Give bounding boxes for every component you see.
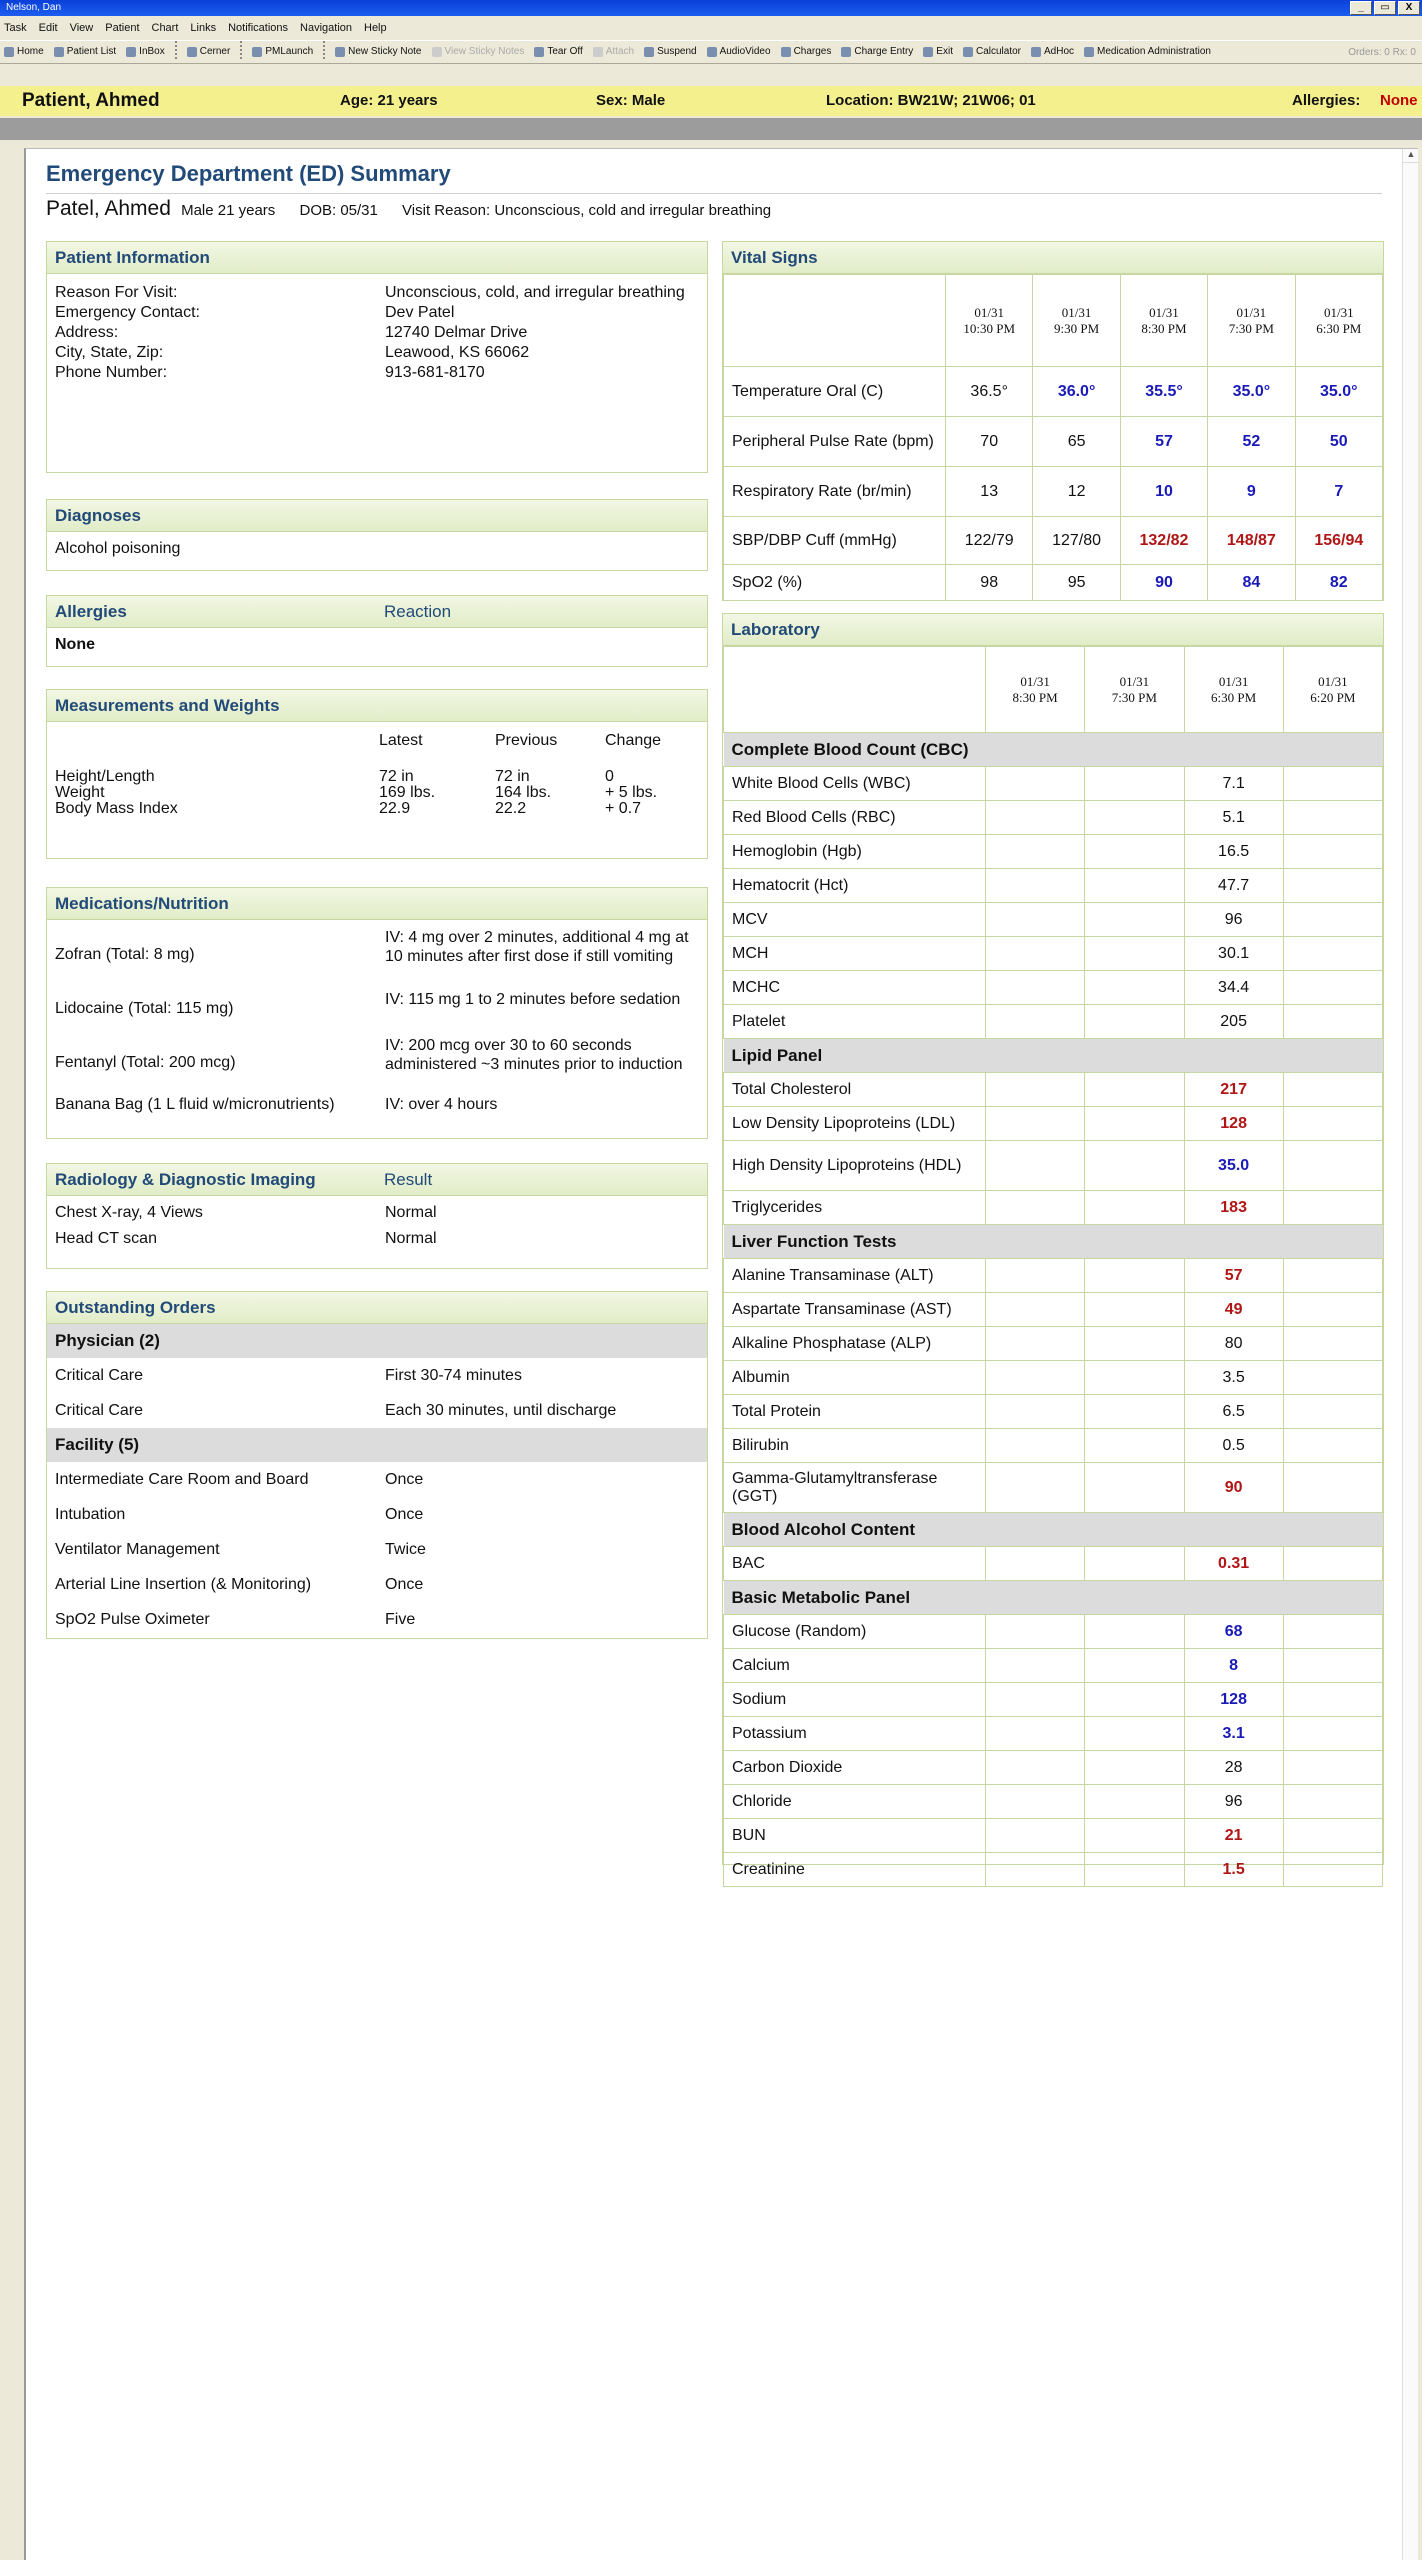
medication-row: Fentanyl (Total: 200 mcg) IV: 200 mcg over 30 to 60 seconds administered ~3 minutes prior to induction	[55, 1037, 683, 1073]
menu-bar	[0, 18, 1422, 38]
lab-result-row: Hemoglobin (Hgb) 16.5	[724, 835, 1383, 869]
calculator-icon	[963, 47, 973, 57]
patient-summary-line	[46, 197, 771, 221]
minimize-button[interactable]: _	[1350, 1, 1372, 15]
section-heading	[47, 596, 707, 628]
scroll-up-icon[interactable]: ▲	[1403, 149, 1419, 163]
measurements-section: Measurements and Weights Latest Previous Change Height/Length 72 in 72 in 0 Weight 169 lbs. 164 lbs. + 5 lbs. Body Mass Index 22.9 22.2 + 0.7	[46, 689, 708, 859]
section-heading: Vital Signs	[723, 242, 1383, 274]
menu-navigation[interactable]: Navigation	[300, 22, 352, 34]
vital-signs-table	[723, 274, 1383, 601]
lab-group-header: Liver Function Tests	[724, 1225, 1383, 1259]
order-row: Arterial Line Insertion (& Monitoring) Once	[55, 1576, 424, 1593]
lab-result-row: Creatinine 1.5	[724, 1853, 1383, 1887]
banner-location: Location: BW21W; 21W06; 01	[826, 92, 1036, 109]
toolbar-patient-list[interactable]: Patient List	[54, 41, 116, 63]
banner-divider	[0, 118, 1422, 140]
vitals-time-header: 01/31 7:30 PM	[1208, 275, 1295, 367]
maximize-button[interactable]: ▭	[1374, 1, 1396, 15]
pmlaunch-icon	[252, 47, 262, 57]
lab-result-row: Albumin 3.5	[724, 1361, 1383, 1395]
toolbar-medication-administration[interactable]: Medication Administration	[1084, 41, 1211, 63]
vitals-row: Respiratory Rate (br/min) 13 12 10 9 7	[724, 467, 1383, 517]
medication-icon	[1084, 47, 1094, 57]
order-row: Ventilator Management Twice	[55, 1541, 426, 1558]
reaction-heading: Reaction	[384, 602, 452, 621]
menu-patient[interactable]: Patient	[105, 22, 140, 34]
lab-result-row: MCH 30.1	[724, 937, 1383, 971]
patient-name: Patel, Ahmed	[46, 197, 171, 220]
lab-result-row: Sodium 128	[724, 1683, 1383, 1717]
radiology-heading: Radiology & Diagnostic Imaging	[55, 1170, 316, 1189]
charge-entry-icon	[841, 47, 851, 57]
toolbar	[0, 40, 1422, 64]
order-row: Critical Care First 30-74 minutes	[55, 1367, 522, 1384]
section-heading: Outstanding Orders	[47, 1292, 707, 1324]
lab-result-row: Potassium 3.1	[724, 1717, 1383, 1751]
lab-time-header: 01/31 8:30 PM	[986, 647, 1085, 733]
radiology-section: Radiology & Diagnostic Imaging Result Chest X-ray, 4 Views Normal Head CT scan Normal	[46, 1163, 708, 1269]
section-heading: Measurements and Weights	[47, 690, 707, 722]
lab-result-row: Red Blood Cells (RBC) 5.1	[724, 801, 1383, 835]
lab-time-header: 01/31 6:20 PM	[1283, 647, 1382, 733]
suspend-icon	[644, 47, 654, 57]
adhoc-icon	[1031, 47, 1041, 57]
patient-information-section: Patient Information Reason For Visit: Unconscious, cold, and irregular breathing Emergency Contact: Dev Patel Address: 12740 Delmar Drive City, State, Zip: Leawood, KS 66062 Phone Number: 913-681-8170	[46, 241, 708, 473]
medication-row: Lidocaine (Total: 115 mg) IV: 115 mg 1 to 2 minutes before sedation	[55, 991, 681, 1017]
vitals-header-row	[724, 275, 1383, 367]
lab-result-row: Calcium 8	[724, 1649, 1383, 1683]
banner-age: Age: 21 years	[340, 92, 438, 109]
diagnoses-section: Diagnoses Alcohol poisoning	[46, 499, 708, 571]
window-titlebar	[0, 0, 1422, 16]
lab-result-row: Low Density Lipoproteins (LDL) 128	[724, 1107, 1383, 1141]
patient-banner	[0, 86, 1422, 116]
section-heading: Medications/Nutrition	[47, 888, 707, 920]
vertical-scrollbar[interactable]	[1402, 149, 1418, 2560]
toolbar-new-sticky-note[interactable]: New Sticky Note	[335, 41, 421, 63]
lab-result-row: Platelet 205	[724, 1005, 1383, 1039]
vitals-time-header: 01/31 8:30 PM	[1120, 275, 1207, 367]
banner-allergies-value: None	[1380, 92, 1418, 109]
outstanding-orders-section	[46, 1291, 708, 1639]
ed-summary-document	[24, 148, 1418, 2560]
lab-result-row: Total Cholesterol 217	[724, 1073, 1383, 1107]
tear-off-icon	[534, 47, 544, 57]
toolbar-audiovideo[interactable]: AudioVideo	[707, 41, 771, 63]
toolbar-view-sticky-notes: View Sticky Notes	[432, 41, 525, 63]
menu-task[interactable]: Task	[4, 22, 27, 34]
lab-result-row: High Density Lipoproteins (HDL) 35.0	[724, 1141, 1383, 1191]
lab-result-row: MCHC 34.4	[724, 971, 1383, 1005]
menu-links[interactable]: Links	[190, 22, 217, 34]
toolbar-pmlaunch[interactable]: PMLaunch	[252, 41, 313, 63]
lab-result-row: BAC 0.31	[724, 1547, 1383, 1581]
section-heading: Diagnoses	[47, 500, 707, 532]
orders-counter[interactable]: Orders: 0 Rx: 0	[1348, 47, 1416, 58]
lab-group-header: Blood Alcohol Content	[724, 1513, 1383, 1547]
menu-help[interactable]: Help	[364, 22, 387, 34]
menu-view[interactable]: View	[69, 22, 94, 34]
lab-result-row: Alkaline Phosphatase (ALP) 80	[724, 1327, 1383, 1361]
attach-icon	[593, 47, 603, 57]
view-sticky-notes-icon	[432, 47, 442, 57]
orders-group-header: Facility (5)	[47, 1428, 707, 1462]
allergies-section: Allergies Reaction None	[46, 595, 708, 667]
title-divider	[46, 193, 1382, 194]
lab-result-row: Alanine Transaminase (ALT) 57	[724, 1259, 1383, 1293]
section-heading: Patient Information	[47, 242, 707, 274]
section-heading: Laboratory	[723, 614, 1383, 646]
vitals-time-header: 01/31 6:30 PM	[1295, 275, 1382, 367]
lab-group-header: Complete Blood Count (CBC)	[724, 733, 1383, 767]
lab-corner-cell	[724, 647, 986, 733]
exit-icon	[923, 47, 933, 57]
home-icon	[4, 47, 14, 57]
order-row: Intubation Once	[55, 1506, 424, 1523]
orders-group-header: Physician (2)	[47, 1324, 707, 1358]
cerner-icon	[187, 47, 197, 57]
page-title: Emergency Department (ED) Summary	[46, 161, 451, 186]
close-button[interactable]: X	[1398, 1, 1420, 15]
lab-result-row: White Blood Cells (WBC) 7.1	[724, 767, 1383, 801]
menu-notifications[interactable]: Notifications	[228, 22, 289, 34]
menu-edit[interactable]: Edit	[38, 22, 58, 34]
medications-section: Medications/Nutrition Zofran (Total: 8 mg) IV: 4 mg over 2 minutes, additional 4 mg at 10 minutes after first dose if still vomiting Lidocaine (Total: 115 mg) IV: 115 mg 1 to 2 minutes before sedation Fentanyl (Total: 200 mcg) IV: 200 mcg over 30 to 60 seconds administered ~3 minutes prior to induction Banana Bag (1 L fluid w/micronutrients) IV: over 4 hours	[46, 887, 708, 1139]
lab-result-row: BUN 21	[724, 1819, 1383, 1853]
lab-result-row: Total Protein 6.5	[724, 1395, 1383, 1429]
visit-reason: Visit Reason: Unconscious, cold and irregular breathing	[402, 202, 772, 219]
patient-list-icon	[54, 47, 64, 57]
vitals-row: Peripheral Pulse Rate (bpm) 70 65 57 52 50	[724, 417, 1383, 467]
lab-group-header: Lipid Panel	[724, 1039, 1383, 1073]
toolbar-attach: Attach	[593, 41, 634, 63]
lab-result-row: Bilirubin 0.5	[724, 1429, 1383, 1463]
patient-dob: DOB: 05/31	[299, 202, 378, 219]
toolbar-tear-off[interactable]: Tear Off	[534, 41, 582, 63]
laboratory-section	[722, 613, 1384, 1878]
inbox-icon	[126, 47, 136, 57]
toolbar-charges[interactable]: Charges	[781, 41, 832, 63]
lab-group-header: Basic Metabolic Panel	[724, 1581, 1383, 1615]
toolbar-adhoc[interactable]: AdHoc	[1031, 41, 1074, 63]
lab-result-row: Gamma-Glutamyltransferase (GGT) 90	[724, 1463, 1383, 1513]
lab-result-row: MCV 96	[724, 903, 1383, 937]
vitals-row: SBP/DBP Cuff (mmHg) 122/79 127/80 132/82 148/87 156/94	[724, 517, 1383, 565]
toolbar-exit[interactable]: Exit	[923, 41, 953, 63]
audio-video-icon	[707, 47, 717, 57]
window-title: Nelson, Dan	[6, 2, 62, 13]
toolbar-suspend[interactable]: Suspend	[644, 41, 696, 63]
toolbar-grip[interactable]	[240, 41, 246, 59]
vitals-row: SpO2 (%) 98 95 90 84 82	[724, 565, 1383, 601]
patient-sex-age: Male 21 years	[181, 202, 276, 219]
vital-signs-section	[722, 241, 1384, 601]
laboratory-table	[723, 646, 1383, 1887]
banner-patient-name[interactable]: Patient, Ahmed	[22, 90, 160, 111]
toolbar-calculator[interactable]: Calculator	[963, 41, 1021, 63]
vitals-time-header: 01/31 10:30 PM	[946, 275, 1033, 367]
lab-result-row: Carbon Dioxide 28	[724, 1751, 1383, 1785]
vitals-time-header: 01/31 9:30 PM	[1033, 275, 1120, 367]
lab-result-row: Glucose (Random) 68	[724, 1615, 1383, 1649]
toolbar-grip[interactable]	[175, 41, 181, 59]
allergies-heading: Allergies	[55, 602, 127, 621]
order-row: SpO2 Pulse Oximeter Five	[55, 1611, 416, 1628]
lab-time-header: 01/31 7:30 PM	[1085, 647, 1184, 733]
order-row: Critical Care Each 30 minutes, until discharge	[55, 1402, 617, 1419]
toolbar-home[interactable]: Home	[4, 41, 44, 63]
lab-result-row: Hematocrit (Hct) 47.7	[724, 869, 1383, 903]
lab-result-row: Chloride 96	[724, 1785, 1383, 1819]
banner-allergies-label: Allergies:	[1292, 92, 1361, 109]
banner-sex: Sex: Male	[596, 92, 666, 109]
lab-header-row	[724, 647, 1383, 733]
order-row: Intermediate Care Room and Board Once	[55, 1471, 424, 1488]
sticky-note-icon	[335, 47, 345, 57]
section-heading	[47, 1164, 707, 1196]
charges-icon	[781, 47, 791, 57]
medication-row: Zofran (Total: 8 mg) IV: 4 mg over 2 minutes, additional 4 mg at 10 minutes after first dose if still vomiting	[55, 929, 689, 965]
toolbar-cerner[interactable]: Cerner	[187, 41, 231, 63]
menu-chart[interactable]: Chart	[151, 22, 179, 34]
lab-time-header: 01/31 6:30 PM	[1184, 647, 1283, 733]
toolbar-grip[interactable]	[323, 41, 329, 59]
vitals-corner-cell	[724, 275, 946, 367]
toolbar-inbox[interactable]: InBox	[126, 41, 165, 63]
lab-result-row: Aspartate Transaminase (AST) 49	[724, 1293, 1383, 1327]
lab-result-row: Triglycerides 183	[724, 1191, 1383, 1225]
toolbar-charge-entry[interactable]: Charge Entry	[841, 41, 913, 63]
result-heading: Result	[384, 1170, 433, 1189]
vitals-row: Temperature Oral (C) 36.5° 36.0° 35.5° 35.0° 35.0°	[724, 367, 1383, 417]
